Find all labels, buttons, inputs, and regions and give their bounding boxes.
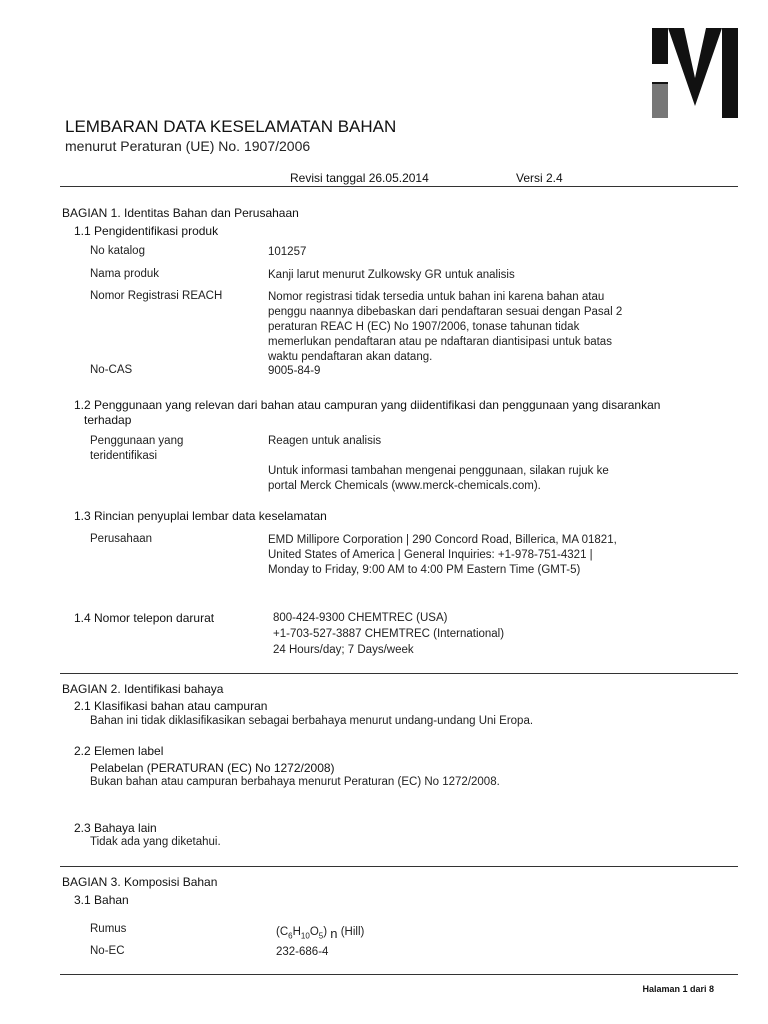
reach-value: Nomor registrasi tidak tersedia untuk bahan ini karena bahan atau penggu naannya dibebaskan dari pendaftaran sesuai dengan Pasal 2 peraturan REAC H (EC) No 1907/2006, tonase tahunan tidak memerlukan pendaftaran atau pe ndaftaran diantisipasi untuk batas waktu pendaftaran akan datang. bbox=[268, 291, 623, 363]
section-1-4-heading: 1.4 Nomor telepon darurat bbox=[74, 611, 215, 625]
divider bbox=[60, 866, 738, 867]
section-1-heading: BAGIAN 1. Identitas Bahan dan Perusahaan bbox=[62, 206, 299, 220]
document-subtitle: menurut Peraturan (UE) No. 1907/2006 bbox=[65, 138, 311, 154]
document-title: LEMBARAN DATA KESELAMATAN BAHAN bbox=[65, 117, 397, 136]
section-3-heading: BAGIAN 3. Komposisi Bahan bbox=[62, 875, 218, 889]
logo-v bbox=[668, 28, 722, 106]
cas-value: 9005-84-9 bbox=[268, 365, 321, 377]
section-3-1-heading: 3.1 Bahan bbox=[74, 893, 129, 907]
catalog-label: No katalog bbox=[90, 245, 145, 257]
company-label: Perusahaan bbox=[90, 533, 153, 545]
reach-label: Nomor Registrasi REACH bbox=[90, 290, 223, 302]
divider bbox=[60, 673, 738, 674]
formula-value: $(C_6H_{10}O_5)$ n (Hill) bbox=[276, 926, 365, 941]
section-2-2-text: Bukan bahan atau campuran berbahaya menurut Peraturan (EC) No 1272/2008. bbox=[90, 776, 500, 788]
logo-right-stem bbox=[722, 28, 738, 118]
section-1-3-heading: 1.3 Rincian penyuplai lembar data keselamatan bbox=[74, 509, 327, 523]
section-1-2-heading: 1.2 Penggunaan yang relevan dari bahan atau campuran yang diidentifikasi dan penggunaan yang disarankan bbox=[74, 398, 661, 412]
merck-logo bbox=[652, 28, 738, 118]
identified-use-label: Penggunaan yang teridentifikasi bbox=[90, 435, 184, 462]
company-value: EMD Millipore Corporation | 290 Concord Road, Billerica, MA 01821, United States of America | General Inquiries: +1-978-751-4321 | Monday to Friday, 9:00 AM to 4:00 PM Eastern Time (GMT-5) bbox=[268, 534, 617, 576]
version: Versi 2.4 bbox=[516, 171, 563, 185]
additional-info: Untuk informasi tambahan mengenai penggunaan, silakan rujuk ke portal Merck Chemicals (www.merck-chemicals.com). bbox=[268, 465, 609, 492]
section-1-2-heading-cont: terhadap bbox=[84, 413, 132, 427]
section-2-3-text: Tidak ada yang diketahui. bbox=[90, 836, 221, 848]
revision-date: Revisi tanggal 26.05.2014 bbox=[290, 171, 429, 185]
section-2-3-heading: 2.3 Bahaya lain bbox=[74, 821, 157, 835]
divider bbox=[60, 186, 738, 187]
product-name-label: Nama produk bbox=[90, 268, 160, 280]
cas-label: No-CAS bbox=[90, 364, 133, 376]
identified-use-value: Reagen untuk analisis bbox=[268, 435, 382, 447]
page-number: Halaman 1 dari 8 bbox=[642, 984, 714, 994]
formula-label: Rumus bbox=[90, 923, 127, 935]
section-2-1-text: Bahan ini tidak diklasifikasikan sebagai berbahaya menurut undang-undang Uni Eropa. bbox=[90, 715, 534, 727]
product-name-value: Kanji larut menurut Zulkowsky GR untuk analisis bbox=[268, 269, 515, 281]
section-2-2-heading: 2.2 Elemen label bbox=[74, 744, 164, 758]
ec-label: No-EC bbox=[90, 945, 125, 957]
section-2-heading: BAGIAN 2. Identifikasi bahaya bbox=[62, 682, 224, 696]
catalog-value: 101257 bbox=[268, 246, 307, 258]
section-2-2-subheading: Pelabelan (PERATURAN (EC) No 1272/2008) bbox=[90, 761, 335, 775]
section-1-1-heading: 1.1 Pengidentifikasi produk bbox=[74, 224, 219, 238]
ec-value: 232-686-4 bbox=[276, 946, 329, 958]
divider bbox=[60, 974, 738, 975]
emergency-phone-value: 800-424-9300 CHEMTREC (USA) +1-703-527-3887 CHEMTREC (International) 24 Hours/day; 7 Days/week bbox=[273, 612, 505, 656]
section-2-1-heading: 2.1 Klasifikasi bahan atau campuran bbox=[74, 699, 268, 713]
